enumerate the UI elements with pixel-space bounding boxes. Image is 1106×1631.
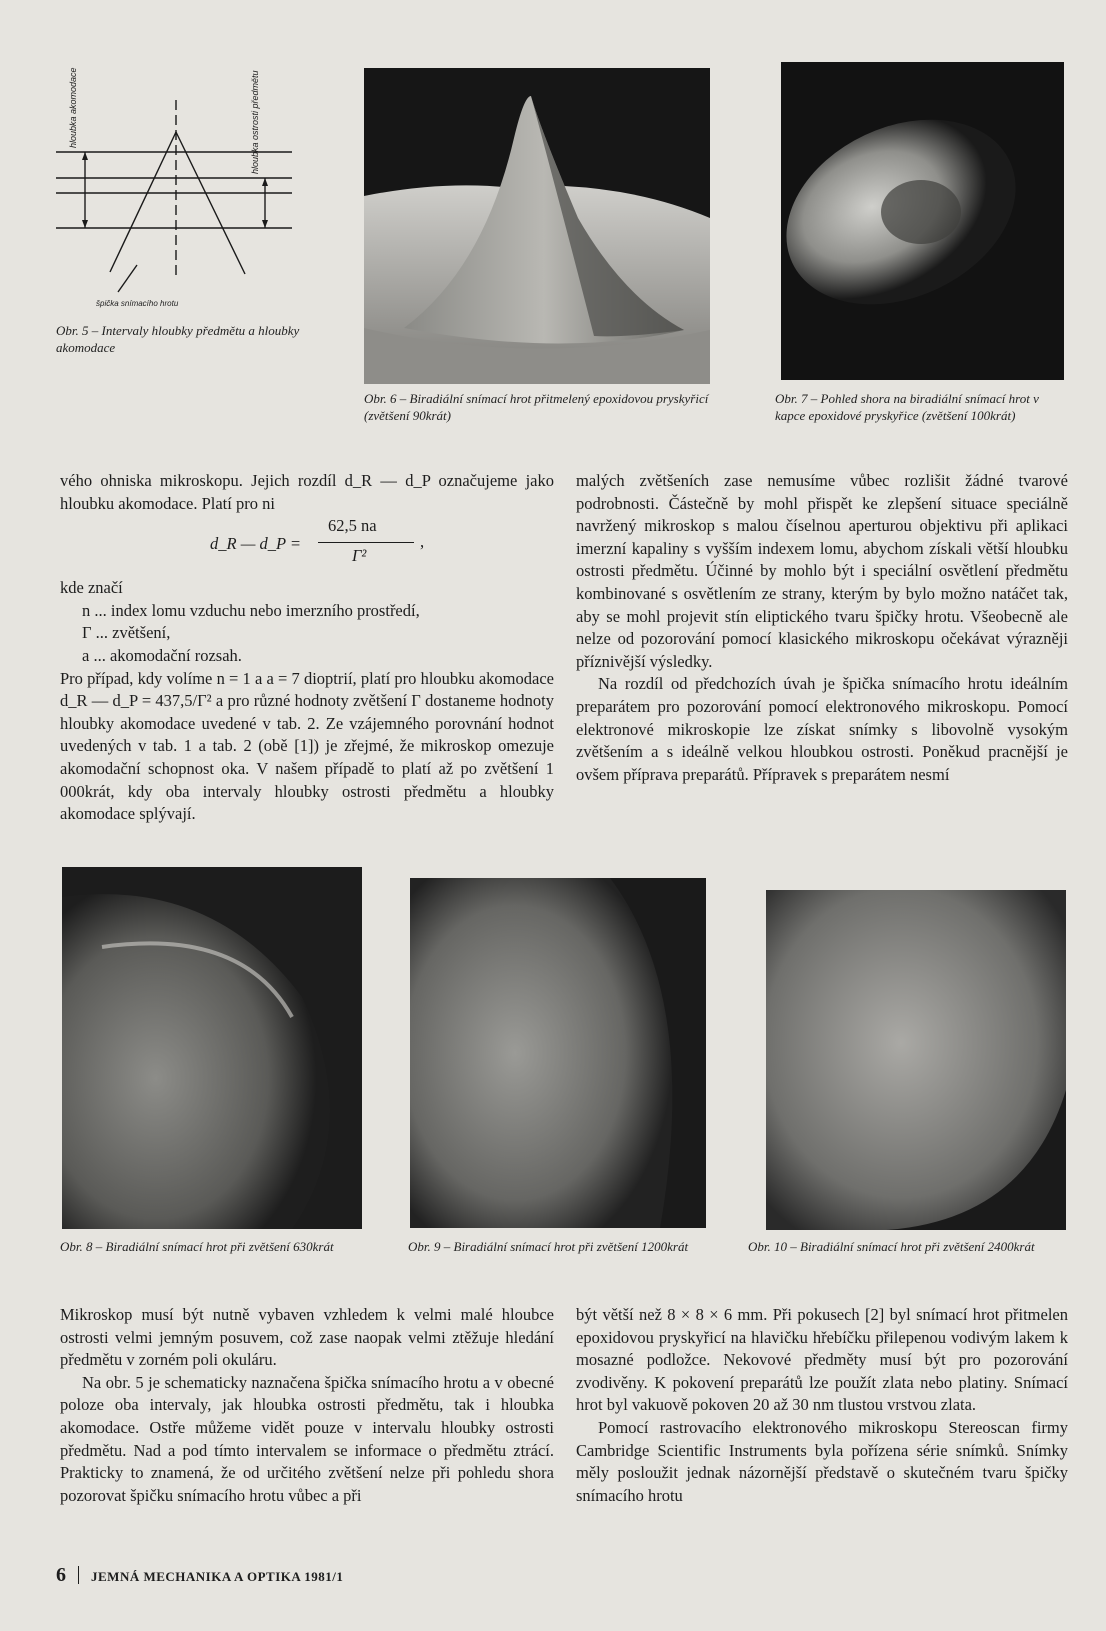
stylus-top-view-image <box>781 62 1064 380</box>
figure-6-photo <box>364 68 710 384</box>
figure-9-caption: Obr. 9 – Biradiální snímací hrot při zvětšení 1200krát <box>408 1239 689 1254</box>
figure-10-photo <box>766 890 1066 1230</box>
definition-n: n ... index lomu vzduchu nebo imerzního prostředí, <box>82 600 420 620</box>
formula-lhs: d_R — d_P = <box>210 534 302 554</box>
figure-7-photo <box>781 62 1064 380</box>
stylus-2400x-image <box>766 890 1066 1230</box>
paragraph: být větší než 8 × 8 × 6 mm. Při pokusech [2] byl snímací hrot přitmelen epoxidovou pryskyřicí na hlavičku hřebíčku přilepenou vodivým lakem k mosazné podložce. Nekovové předměty musí být pro pozorování zvodivěny. K pokovení preparátů lze použít zlata nebo platiny. Snímací hrot byl vakuově pokoven 20 až 30 nm tlustou vrstvou zlata. <box>576 1305 1068 1415</box>
figure-5-diagram <box>52 60 297 316</box>
definition-gamma: Γ ... zvětšení, <box>82 623 171 643</box>
figure-9-photo <box>410 878 706 1228</box>
journal-name: JEMNÁ MECHANIKA A OPTIKA 1981/1 <box>91 1569 344 1584</box>
upper-left-column <box>60 470 554 826</box>
footer-divider <box>78 1566 79 1584</box>
formula-denominator: Γ² <box>352 546 367 566</box>
paragraph: Pro případ, kdy volíme n = 1 a a = 7 dioptrií, platí pro hloubku akomodace d_R — d_P = 437,5/Γ² a pro různé hodnoty zvětšení Γ dostaneme hodnoty hloubky akomodace uvedené v tab. 2. Ze vzájemného porovnání hodnot uvedených v tab. 1 a tab. 2 (obě [1]) je zřejmé, že mikroskop omezuje akomodační schopnost oka. V našem případě to platí až po zvětšení 1 000krát, kdy oba intervaly hloubky ostrosti předmětu a hloubky akomodace splývají. <box>60 668 554 824</box>
label-depth-accommodation: hloubka akomodace <box>68 67 78 148</box>
paragraph: vého ohniska mikroskopu. Jejich rozdíl d_R — d_P označujeme jako hloubku akomodace. Platí pro ni <box>60 471 554 513</box>
formula-fraction-bar <box>318 542 414 543</box>
paragraph: Pomocí rastrovacího elektronového mikroskopu Stereoscan firmy Cambridge Scientific Instruments byla pořízena série snímků. Snímky měly posloužit jednak názornější představě o skutečném tvaru špičky snímacího hrotu <box>576 1417 1068 1505</box>
page-footer <box>56 1564 343 1587</box>
page-number: 6 <box>56 1564 67 1586</box>
label-stylus-tip: špička snímacího hrotu <box>96 299 179 308</box>
definition-a: a ... akomodační rozsah. <box>82 645 242 665</box>
figure-8-photo <box>62 867 362 1229</box>
paragraph: Mikroskop musí být nutně vybaven vzhledem k velmi malé hloubce ostrosti velmi jemným posuvem, což zase naopak velmi ztěžuje hledání předmětu v zorném poli okuláru. <box>60 1305 554 1370</box>
label-depth-of-field: hloubka ostrosti předmětu <box>250 70 260 174</box>
lower-right-column <box>576 1304 1068 1507</box>
stylus-630x-image <box>62 867 362 1229</box>
stylus-cone-image <box>364 68 710 384</box>
formula-comma: , <box>420 532 425 552</box>
figure-8-caption: Obr. 8 – Biradiální snímací hrot při zvětšení 630krát <box>60 1239 334 1254</box>
upper-right-column <box>576 470 1068 786</box>
figure-6-caption: Obr. 6 – Biradiální snímací hrot přitmelený epoxidovou pryskyřicí (zvětšení 90krát) <box>364 391 709 423</box>
definition-intro: kde značí <box>60 578 123 598</box>
lower-left-column <box>60 1304 554 1507</box>
paragraph: malých zvětšeních zase nemusíme vůbec rozlišit žádné tvarové podrobnosti. Částečně by mohl přispět ke zlepšení situace speciálně navržený mikroskop s malou číselnou aperturou objektivu při aplikaci imerzní kapaliny s vyšším indexem lomu, abychom získali větší hloubku ostrosti předmětu. Účinné by mohlo být i speciální osvětlení předmětu kombinované s osvětlením ze strany, kterým by bylo možno natáčet tak, aby se mohl projevit stín eliptického tvaru špičky hrotu. Všeobecně ale nelze od pozorování pomocí klasického mikroskopu očekávat výrazněji příznivější výsledky. <box>576 471 1068 671</box>
formula-numerator: 62,5 na <box>328 516 377 536</box>
figure-5-caption: Obr. 5 – Intervaly hloubky předmětu a hloubky akomodace <box>56 323 300 355</box>
paragraph: Na obr. 5 je schematicky naznačena špička snímacího hrotu a v obecné poloze oba intervaly, jak hloubka ostrosti předmětu, tak i hloubka akomodace. Ostře můžeme vidět pouze v intervalu hloubky ostrosti předmětu. Nad a pod tímto intervalem se informace o předmětu ztrácí. Prakticky to znamená, že od určitého zvětšení nelze při pohledu shora pozorovat špičku snímacího hrotu vůbec a při <box>60 1372 554 1505</box>
paragraph: Na rozdíl od předchozích úvah je špička snímacího hrotu ideálním preparátem pro pozorování pomocí elektronového mikroskopu. Pomocí elektronové mikroskopie lze získat snímky s libovolně vysokým zvětšením a s ideálně velkou hloubkou ostrosti. Poněkud pracnější je ovšem příprava preparátů. Přípravek s preparátem nesmí <box>576 674 1068 784</box>
formula-accommodation-depth <box>60 516 554 567</box>
figure-10-caption: Obr. 10 – Biradiální snímací hrot při zvětšení 2400krát <box>748 1239 1035 1254</box>
stylus-1200x-image <box>410 878 706 1228</box>
figure-7-caption: Obr. 7 – Pohled shora na biradiální snímací hrot v kapce epoxidové pryskyřice (zvětšení 100krát) <box>775 391 1039 423</box>
